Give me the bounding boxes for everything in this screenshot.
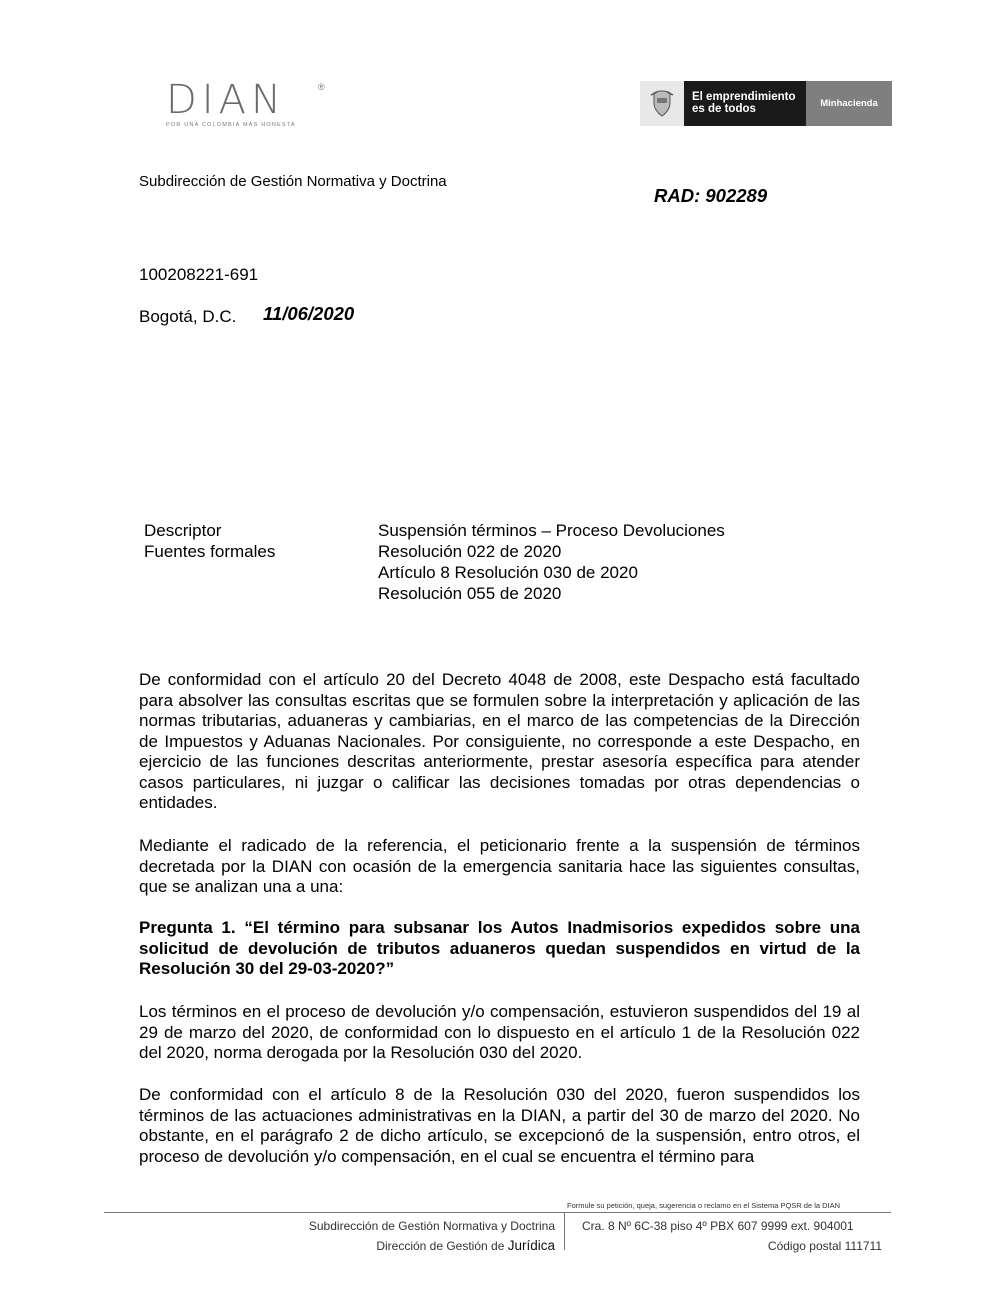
footer-contact (582, 1216, 882, 1256)
office-name: Subdirección de Gestión Normativa y Doctrina (139, 173, 447, 190)
gov-slogan-line2: es de todos (692, 103, 756, 115)
sources-label: Fuentes formales (144, 542, 276, 561)
footer-office-line2 (309, 1236, 555, 1256)
footer-office-prefix: Dirección de Gestión de (376, 1239, 508, 1253)
footer-office-line1: Subdirección de Gestión Normativa y Doctrina (308, 1219, 555, 1233)
footer-office-emph: Jurídica (507, 1238, 555, 1253)
coat-of-arms-icon (640, 81, 684, 126)
metadata-table (144, 520, 725, 604)
dian-tagline: POR UNA COLOMBIA MÁS HONESTA (166, 122, 296, 128)
footer-pqsr-note: Formule su petición, queja, sugerencia o reclamo en el Sistema PQSR de la DIAN (567, 1201, 841, 1210)
paragraph-request: Mediante el radicado de la referencia, el peticionario frente a la suspensión de términos decretada por la DIAN con ocasión de la emergencia sanitaria hace las siguientes consultas, que se analizan una a una: (139, 836, 860, 896)
footer-address: Cra. 8 Nº 6C-38 piso 4º PBX 607 9999 ext. 904001 (582, 1219, 854, 1233)
question-1: Pregunta 1. “El término para subsanar los Autos Inadmisorios expedidos sobre una solicitud de devolución de tributos aduaneros quedan suspendidos en virtud de la Resolución 30 del 29-03-2020?” (139, 918, 860, 978)
source-item: Artículo 8 Resolución 030 de 2020 (378, 563, 638, 582)
registered-mark: ® (318, 82, 325, 92)
paragraph-competence: De conformidad con el artículo 20 del Decreto 4048 de 2008, este Despacho está facultado para absolver las consultas escritas que se formulen sobre la interpretación y aplicación de las normas tributarias, aduaneras y cambiarias, en el marco de las competencias de la Dirección de Impuestos y Aduanas Nacionales. Por consiguiente, no corresponde a este Despacho, en ejercicio de las funciones descritas anteriormente, prestar asesoría específica para atender casos particulares, ni juzgar o calificar las decisiones tomadas por otras dependencias o entidades. (139, 670, 860, 812)
descriptor-label: Descriptor (144, 521, 222, 540)
document-date: 11/06/2020 (263, 303, 355, 324)
gov-slogan (684, 81, 806, 126)
radicado-number: 100208221-691 (139, 265, 259, 284)
city: Bogotá, D.C. (139, 307, 237, 326)
rad-number: RAD: 902289 (654, 185, 768, 206)
dian-wordmark: DIAN (166, 77, 286, 123)
sources-row (144, 541, 725, 604)
dian-logo (166, 77, 326, 130)
descriptor-row (144, 520, 725, 541)
descriptor-value: Suspensión términos – Proceso Devoluciones (378, 521, 725, 540)
government-logo (640, 81, 892, 126)
paragraph-answer-2: De conformidad con el artículo 8 de la Resolución 030 del 2020, fueron suspendidos los términos de las actuaciones administrativas en la DIAN, a partir del 30 de marzo del 2020. No obstante, en el parágrafo 2 de dicho artículo, se excepcionó de la suspensión, entro otros, el proceso de devolución y/o compensación, en el cual se encuentra el término para (139, 1085, 860, 1166)
footer-postal-code: Código postal 111711 (767, 1239, 882, 1253)
paragraph-answer-1: Los términos en el proceso de devolución y/o compensación, estuvieron suspendidos del 19 al 29 de marzo del 2020, de conformidad con lo dispuesto en el artículo 1 de la Resolución 022 del 2020, norma derogada por la Resolución 030 del 2020. (139, 1002, 860, 1062)
footer-office (309, 1216, 555, 1256)
ministry-label: Minhacienda (806, 81, 892, 126)
footer-divider (104, 1212, 891, 1213)
footer-vertical-divider (564, 1213, 565, 1250)
source-item: Resolución 055 de 2020 (378, 584, 562, 603)
gov-slogan-line1: El emprendimiento (692, 91, 796, 103)
source-item: Resolución 022 de 2020 (378, 542, 562, 561)
